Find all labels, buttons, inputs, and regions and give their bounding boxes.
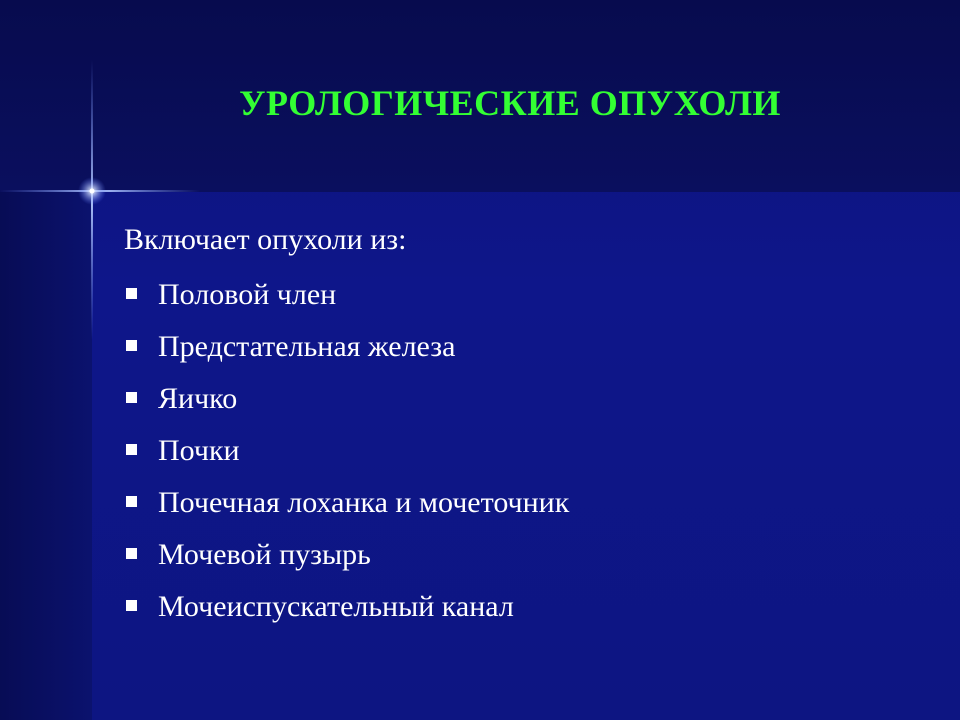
square-bullet-icon — [126, 600, 137, 611]
square-bullet-icon — [126, 340, 137, 351]
intro-text: Включает опухоли из: — [124, 223, 407, 256]
list-item-label: Яичко — [158, 382, 238, 415]
list-item — [124, 373, 924, 425]
list-item-label: Предстательная железа — [158, 330, 456, 363]
list-item-label: Мочевой пузырь — [158, 538, 371, 571]
list-item-label: Почечная лоханка и мочеточник — [158, 486, 570, 519]
list-item — [124, 321, 924, 373]
slide-content — [124, 218, 924, 633]
list-item-label: Почки — [158, 434, 240, 467]
list-item — [124, 425, 924, 477]
square-bullet-icon — [126, 496, 137, 507]
list-item — [124, 477, 924, 529]
list-item — [124, 581, 924, 633]
slide-title: УРОЛОГИЧЕСКИЕ ОПУХОЛИ — [239, 83, 781, 123]
tumor-list — [124, 269, 924, 633]
square-bullet-icon — [126, 288, 137, 299]
list-item — [124, 529, 924, 581]
list-item-label: Мочеиспускательный канал — [158, 590, 514, 623]
square-bullet-icon — [126, 548, 137, 559]
list-item — [124, 269, 924, 321]
list-item-label: Половой член — [158, 278, 337, 311]
square-bullet-icon — [126, 444, 137, 455]
square-bullet-icon — [126, 392, 137, 403]
